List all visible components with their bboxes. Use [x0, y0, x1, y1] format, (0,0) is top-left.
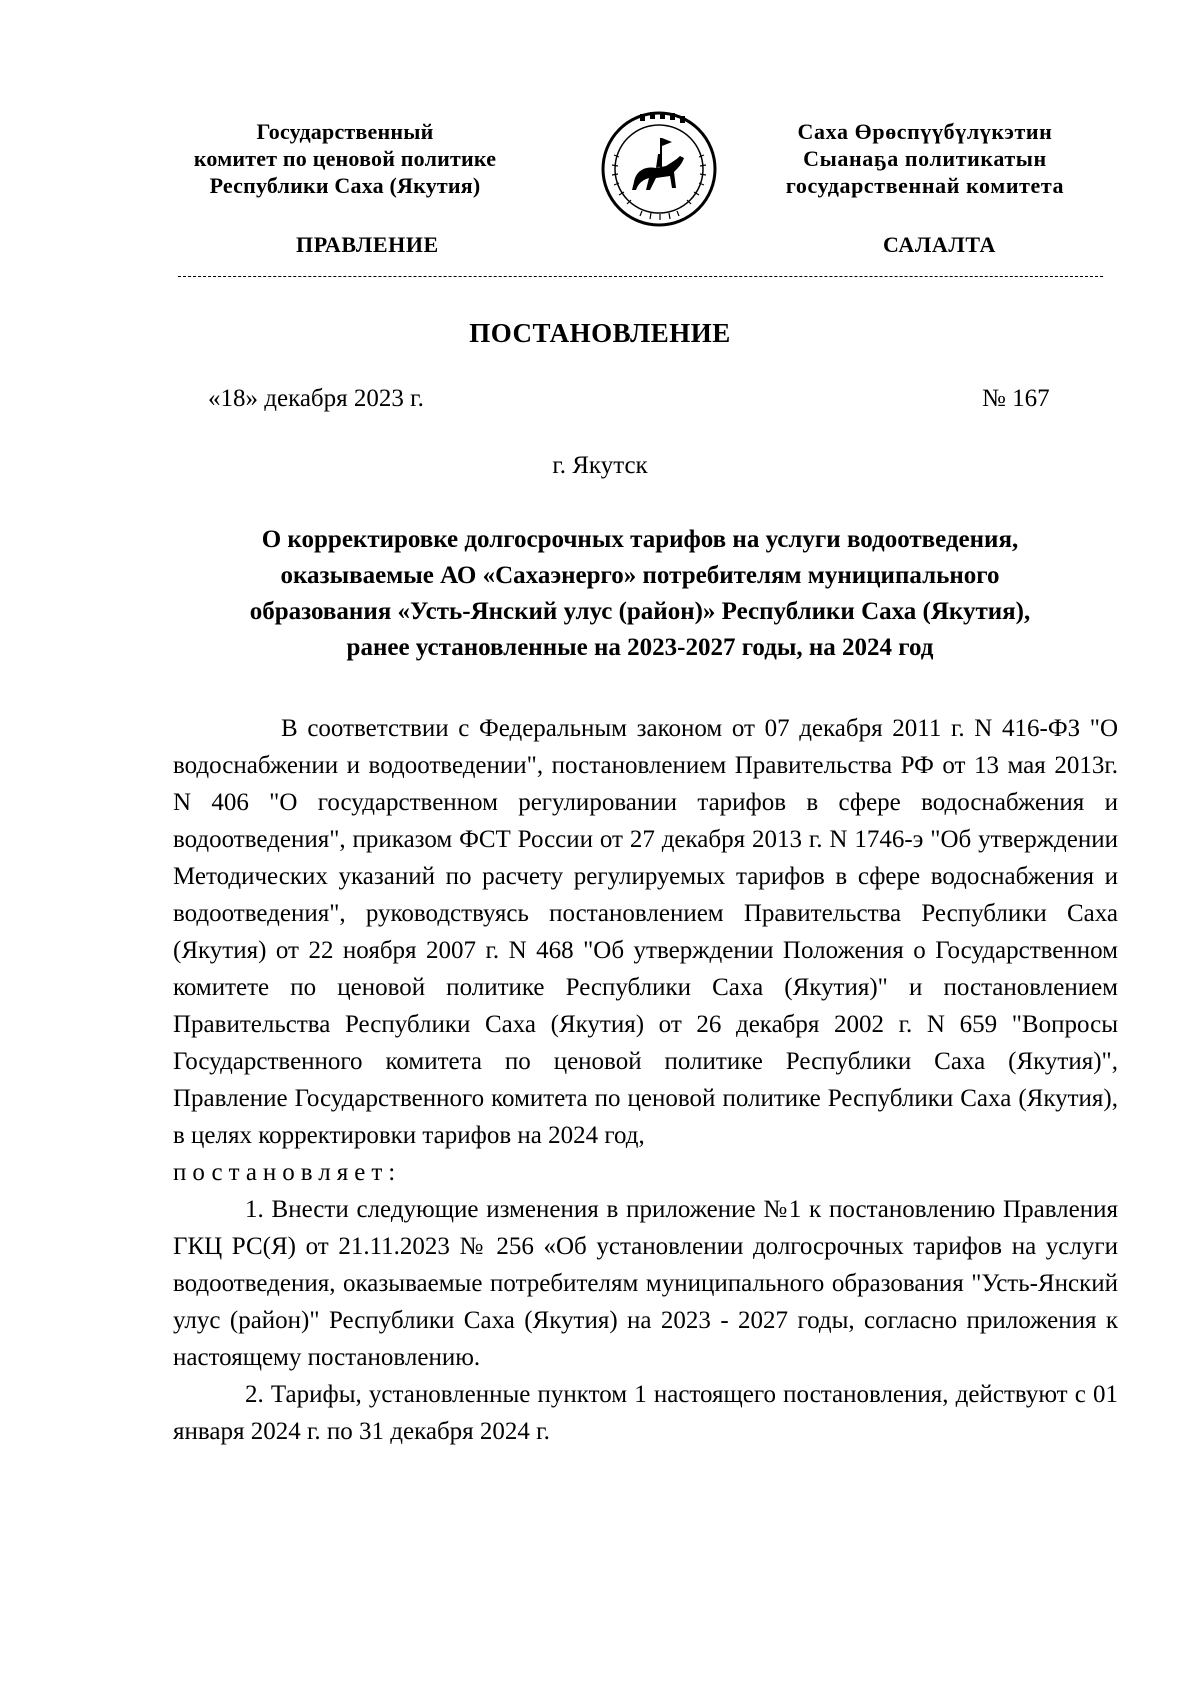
header-left-line: Республики Саха (Якутия) [209, 173, 481, 198]
preamble-paragraph: В соответствии с Федеральным законом от 07 декабря 2011 г. N 416-ФЗ "О водоснабжении и водоотведении", постановлением Правительства РФ от 13 мая 2013г. N 406 "О государственном регулировании тарифов в сфере водоснабжения и водоотведения", приказом ФСТ России от 27 декабря 2013 г. N 1746-э "Об утверждении Методических указаний по расчету регулируемых тарифов в сфере водоснабжения и водоотведения", руководствуясь постановлением Правительства Республики Саха (Якутия) от 22 ноября 2007 г. N 468 "Об утверждении Положения о Государственном комитете по ценовой политике Республики Саха (Якутия)" и постановлением Правительства Республики Саха (Якутия) от 26 декабря 2002 г. N 659 "Вопросы Государственного комитета по ценовой политике Республики Саха (Якутия)", Правление Государственного комитета по ценовой политике Республики Саха (Якутия), в целях корректировки тарифов на 2024 год, [173, 715, 1118, 1149]
document-date: «18» декабря 2023 г. [208, 385, 424, 412]
header-divider [178, 276, 1103, 277]
header-left-line: комитет по ценовой политике [193, 146, 497, 171]
document-number: № 167 [982, 385, 1050, 412]
title-line: О корректировке долгосрочных тарифов на услуги водоотведения, [261, 526, 1019, 553]
title-line: оказываемые АО «Сахаэнерго» потребителям муниципального [280, 562, 1000, 589]
header-left-ru [150, 118, 540, 199]
title-line: образования «Усть-Янский улус (район)» Республики Саха (Якутия), [249, 598, 1031, 625]
resolves-word: постановляет: [173, 1159, 402, 1186]
header-right-line: Саха Өрөспүүбүлүкэтин [797, 119, 1053, 144]
board-label-sakha: САЛАЛТА [883, 232, 997, 257]
document-body [173, 710, 1118, 1450]
header-right-line: Сыанаҕа политикатын [803, 146, 1047, 171]
header-left-line: Государственный [256, 119, 434, 144]
header-right-sakha [760, 118, 1090, 199]
title-line: ранее установленные на 2023-2027 годы, на 2024 год [346, 634, 934, 661]
coat-of-arms-icon [600, 110, 718, 228]
document-type: ПОСТАНОВЛЕНИЕ [469, 318, 731, 348]
item-paragraph: 2. Тарифы, установленные пунктом 1 настоящего постановления, действуют с 01 января 2024 г. по 31 декабря 2024 г. [173, 1381, 1118, 1445]
item-paragraph: 1. Внести следующие изменения в приложение №1 к постановлению Правления ГКЦ РС(Я) от 21.11.2023 № 256 «Об установлении долгосрочных тарифов на услуги водоотведения, оказываемые потребителям муниципального образования "Усть-Янский улус (район)" Республики Саха (Якутия) на 2023 - 2027 годы, согласно приложения к настоящему постановлению. [173, 1196, 1118, 1371]
document-city: г. Якутск [552, 452, 648, 479]
board-label-ru: ПРАВЛЕНИЕ [296, 232, 439, 257]
document-title [160, 522, 1120, 666]
header-right-line: государственнай комитета [785, 173, 1065, 198]
